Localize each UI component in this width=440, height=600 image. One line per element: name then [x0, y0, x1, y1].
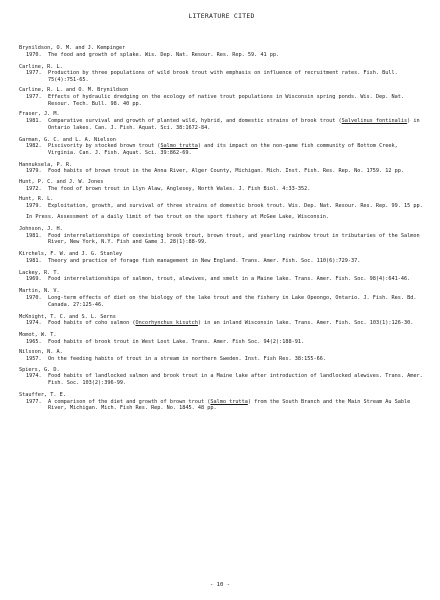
reference-item [19, 332, 424, 345]
reference-authors: Brynildson, O. M. and J. Kempinger [19, 45, 126, 51]
reference-entry [19, 295, 424, 308]
reference-item [19, 226, 424, 246]
reference-text [42, 203, 424, 210]
reference-text-part: Piscivority by stocked brown trout ( [48, 143, 161, 150]
reference-item [19, 45, 424, 58]
reference-authors: Hunt, P. C. and J. W. Jones [19, 178, 104, 185]
reference-text-part: Food interrelationships of coexisting brook trout, brown trout, and yearling rainbow trout in tributaries of the Salmon River, New York, N.Y. Fish and Game J. 28(1):88-99. [48, 232, 420, 246]
reference-text-part: ) in an inland Wisconsin lake. Trans. Amer. Fish. Soc. 103(1):126-30. [197, 320, 414, 327]
reference-text [42, 258, 424, 265]
reference-authors: Carline, R. L. and O. M. Brynildson [19, 87, 129, 94]
reference-year: 1979. [26, 202, 42, 209]
reference-entry [19, 276, 424, 283]
reference-entry [19, 258, 424, 265]
reference-text-part: Food habits of landlocked salmon and brook trout in a Maine lake after introduction of landlocked alewives. Trans. Amer. Fish. Soc. 103(2):396-99. [48, 373, 423, 386]
reference-text-part: Food habits of brook trout in West Lost Lake. Trans. Amer. Fish Soc. 94(2):188-91. [48, 338, 305, 345]
reference-text [42, 143, 424, 156]
reference-year: 1977. [26, 94, 42, 101]
reference-text-part: Food habits of brown trout in the Anna River, Alger County, Michigan. Mich. Inst. Fish. Res. Rep. No. 1759. 12 pp. [48, 168, 405, 175]
reference-year: 1970. [26, 51, 42, 58]
reference-authors: Lackey, R. T. [19, 269, 60, 276]
reference-authors: Garman, G. C. and L. A. Nielson [19, 136, 116, 143]
reference-item [19, 137, 424, 157]
reference-text-part: The food and growth of splake. Wis. Dep. Nat. Resour. Res. Rep. 59. 41 pp. [48, 51, 280, 58]
reference-item [19, 270, 424, 283]
reference-authors: Stauffer, T. E. [19, 391, 66, 398]
reference-text-part: ) in Ontario lakes. Can. J. Fish. Aquat. Sci. 38:1672-84. [48, 117, 420, 131]
reference-text [42, 399, 424, 412]
reference-text [42, 320, 424, 327]
reference-text-part: Long-term effects of diet on the biology of the lake trout and the fishery in Lake Opeongo, Ontario. J. Fish. Res. Bd. Canada. 27:125-46. [48, 295, 417, 308]
reference-text-part: Comparative survival and growth of planted wild, hybrid, and domestic strains of brook trout ( [48, 117, 342, 124]
reference-item [19, 64, 424, 84]
reference-entry [19, 339, 424, 346]
reference-text [42, 233, 424, 246]
reference-entry [19, 168, 424, 175]
reference-text-part: Exploitation, growth, and survival of three strains of domestic brook trout. Wis. Dep. Nat. Resour. Res. Rep. 99. 15 pp. [48, 202, 423, 209]
reference-entry [19, 320, 424, 327]
reference-item [19, 196, 424, 209]
reference-item [19, 162, 424, 175]
reference-authors: Hannuksela, P. R. [19, 161, 73, 168]
reference-year: 1981. [26, 117, 42, 124]
in-press-note: In Press. Assessment of a daily limit of two trout on the sport fishery at McGee Lake, Wisconsin. [26, 213, 329, 220]
reference-entry [19, 94, 424, 107]
reference-text [42, 52, 424, 59]
reference-year: 1970. [26, 295, 42, 302]
reference-year: 1981. [26, 232, 42, 239]
reference-item [19, 367, 424, 387]
reference-entry [19, 373, 424, 386]
reference-entry [19, 233, 424, 246]
reference-entry [19, 399, 424, 412]
species-name: Oncorhynchus kisutch [135, 320, 198, 327]
reference-year: 1974. [26, 320, 42, 327]
reference-text-part: ) from the South Branch and the Main Stream Au Sable River, Michigan. Mich. Fish Res. Rep. No. 1845. 48 pp. [48, 398, 411, 412]
reference-text-part: On the feeding habits of trout in a stream in northern Sweden. Inst. Fish Res. 38:155-66. [48, 356, 326, 363]
page-number: - 10 - [209, 582, 231, 588]
reference-text [42, 118, 424, 131]
reference-text [42, 356, 424, 363]
reference-authors: Momot, W. T. [19, 332, 57, 339]
reference-text [42, 339, 424, 346]
reference-text [42, 295, 424, 308]
reference-text-part: A comparison of the diet and growth of brown trout ( [48, 398, 211, 405]
species-name: Salvelinus fontinalis [341, 117, 408, 124]
reference-list [19, 45, 424, 412]
page-title: LITERATURE CITED [188, 12, 255, 20]
reference-authors: Martin, N. V. [19, 288, 60, 295]
reference-authors: Fraser, J. M. [19, 111, 60, 118]
reference-authors: Hunt, R. L. [19, 196, 54, 203]
reference-item [19, 111, 424, 131]
reference-item [19, 179, 424, 192]
reference-item [19, 349, 424, 362]
reference-entry [19, 143, 424, 156]
reference-year: 1977. [26, 70, 42, 77]
reference-text [42, 186, 424, 193]
reference-item [19, 87, 424, 107]
reference-entry [19, 203, 424, 210]
reference-item [19, 392, 424, 412]
reference-text [42, 70, 424, 83]
reference-text-part: Theory and practice of forage fish management in New England. Trans. Amer. Fish. Soc. 110(6):729-37. [48, 257, 361, 264]
reference-year: 1981. [26, 257, 42, 264]
reference-text-part: Food interrelationships of salmon, trout, alewives, and smelt in a Maine lake. Trans. Amer. Fish. Soc. 98(4):641-46. [48, 276, 411, 283]
reference-text-part: Effects of hydraulic dredging on the ecology of native trout populations in Wisconsin spring ponds. Wis. Dep. Nat. Resour. Tech. Bull. 98. 40 pp. [48, 94, 405, 107]
reference-year: 1969. [26, 276, 42, 283]
reference-year: 1982. [26, 143, 42, 150]
reference-authors: Johnson, J. H. [19, 226, 63, 233]
reference-entry [19, 356, 424, 363]
reference-text-part: Production by three populations of wild brook trout with emphasis on influence of recruitment rates. Fish. Bull. 75(4):751-65. [48, 70, 398, 83]
reference-authors: Carline, R. L. [19, 63, 63, 70]
reference-item [19, 251, 424, 264]
reference-text [42, 276, 424, 283]
reference-entry [19, 118, 424, 131]
reference-year: 1977. [26, 398, 42, 405]
reference-text-part: ) and its impact on the non-game fish community of Bottom Creek, Virginia. Can. J. Fish. Aquat. Sci. 39:862-69. [48, 143, 398, 156]
reference-year: 1965. [26, 338, 42, 345]
species-name: Salmo trutta [160, 143, 198, 150]
reference-item [19, 314, 424, 327]
reference-entry [19, 186, 424, 193]
reference-item [19, 288, 424, 308]
reference-year: 1974. [26, 373, 42, 380]
reference-year: 1979. [26, 168, 42, 175]
reference-text [42, 94, 424, 107]
reference-authors: Kirchels, F. W. and J. G. Stanley [19, 251, 123, 258]
reference-text-part: The food of brown trout in Llyn Alaw, Anglesey, North Wales. J. Fish Biol. 4:33-352. [48, 185, 311, 192]
reference-authors: Nilsson, N. A. [19, 349, 63, 356]
reference-entry [19, 52, 424, 59]
reference-text [42, 168, 424, 175]
reference-entry [19, 70, 424, 83]
reference-authors: Spiers, G. D. [19, 366, 60, 373]
reference-year: 1972. [26, 185, 42, 192]
reference-text [42, 373, 424, 386]
reference-year: 1957. [26, 356, 42, 363]
reference-text-part: Food habits of coho salmon ( [48, 320, 136, 327]
reference-authors: McKnight, T. C. and S. L. Serns [19, 313, 116, 320]
species-name: Salmo trutta [210, 398, 248, 405]
